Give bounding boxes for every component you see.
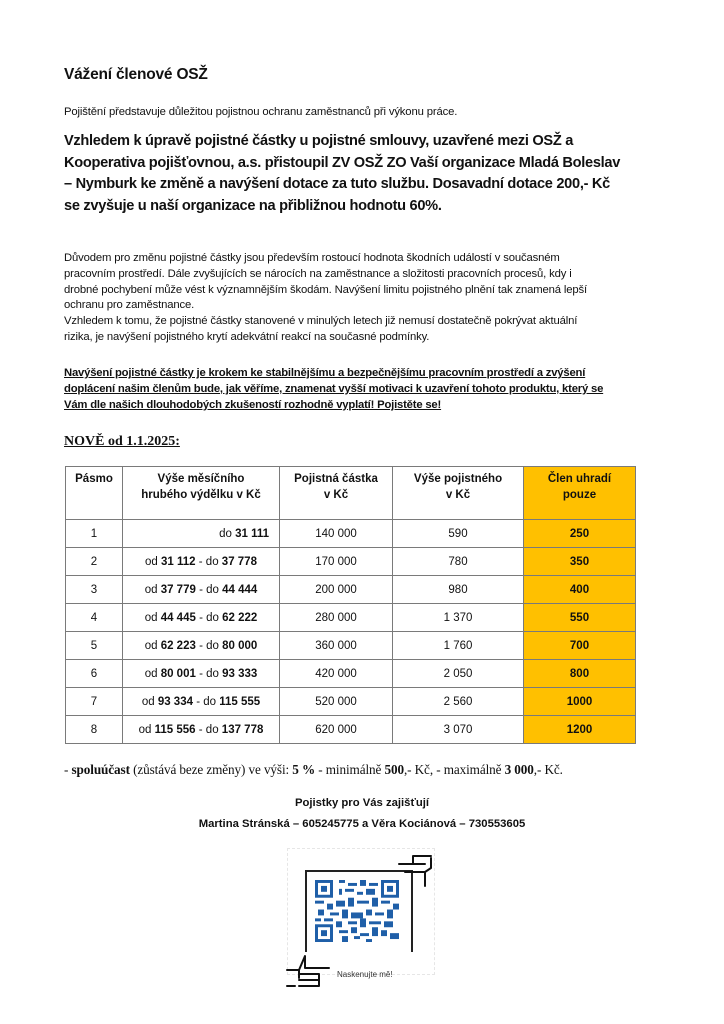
header-sum-insured xyxy=(280,467,393,520)
pointing-hand-icon xyxy=(395,850,435,890)
member-pays-cell: 700 xyxy=(524,632,636,660)
range-label: do xyxy=(206,611,223,624)
qr-caption: Naskenujte mě! xyxy=(337,970,393,979)
range-to: 137 778 xyxy=(221,723,264,736)
intro-text: Pojištění představuje důležitou pojistnou ochranu zaměstnanců při výkonu práce. xyxy=(64,106,458,118)
range-sep: - xyxy=(195,583,207,596)
premium-cell: 2 560 xyxy=(393,688,524,716)
salary-range-cell xyxy=(123,688,280,716)
table-row xyxy=(66,632,636,660)
premium-cell: 1 370 xyxy=(393,604,524,632)
range-from: 93 334 xyxy=(157,695,193,708)
body-line: ochranu pro zaměstnance. xyxy=(64,299,195,312)
range-label: od xyxy=(144,611,161,624)
table-row xyxy=(66,604,636,632)
member-pays-cell: 400 xyxy=(524,576,636,604)
emphasis-line: Vám dle našich dlouhodobých zkušeností rozhodně vyplatí! Pojistěte se! xyxy=(64,398,442,411)
lead-line: Vzhledem k úpravě pojistné částky u pojistné smlouvy, uzavřené mezi OSŽ a xyxy=(64,133,574,149)
member-pays-cell: 550 xyxy=(524,604,636,632)
body-line: Důvodem pro změnu pojistné částky jsou především rostoucí hodnota škodních událostí v současném xyxy=(64,252,560,264)
lead-line: Kooperativa pojišťovnou, a.s. přistoupil ZV OSŽ ZO Vaší organizace Mladá Boleslav xyxy=(64,154,621,171)
copay-min: 500 xyxy=(384,762,404,777)
premium-cell: 2 050 xyxy=(393,660,524,688)
emphasis-line: doplácení našim členům bude, jak věříme, znamenat vyšší motivaci k uzavření tohoto produktu, který se xyxy=(64,382,604,395)
header-premium xyxy=(393,467,524,520)
range-from: 37 779 xyxy=(160,583,196,596)
table-row xyxy=(66,716,636,744)
table-row xyxy=(66,688,636,716)
salary-range-cell xyxy=(123,660,280,688)
lead-line: – Nymburk ke změně a navýšení dotace za tuto službu. Dosavadní dotace 200,- Kč xyxy=(64,176,610,192)
premium-cell: 980 xyxy=(393,576,524,604)
header-text: Pásmo xyxy=(75,473,113,485)
copay-max: 3 000 xyxy=(504,762,534,777)
header-text: Pojistná částka xyxy=(294,473,378,485)
header-text: Výše pojistného xyxy=(413,473,503,485)
range-from: 31 112 xyxy=(161,555,196,568)
lead-paragraph xyxy=(64,131,664,217)
range-label: do xyxy=(219,527,236,540)
range-label: do xyxy=(205,555,222,568)
salary-range-cell xyxy=(123,716,280,744)
range-label: od xyxy=(144,583,161,596)
range-from: 80 001 xyxy=(160,667,196,680)
body-line: pracovním prostředí. Dále zvyšujících se nárocích na zaměstnance a složitosti pracovních procesů, kdy i xyxy=(64,267,572,280)
lead-line: se zvyšuje u naší organizace na přibližnou hodnotu 60%. xyxy=(64,197,442,214)
header-text: v Kč xyxy=(323,489,349,501)
qr-code-icon[interactable] xyxy=(315,880,399,942)
range-label: od xyxy=(145,555,162,568)
greeting-title: Vážení členové OSŽ xyxy=(64,66,208,83)
range-to: 93 333 xyxy=(222,667,258,680)
sum-insured-cell: 140 000 xyxy=(280,520,393,548)
copay-text: (zůstává beze změny) ve výši: xyxy=(129,762,293,777)
band-cell: 1 xyxy=(66,520,123,548)
member-pays-cell: 350 xyxy=(524,548,636,576)
range-label: do xyxy=(205,723,222,736)
range-from: 115 556 xyxy=(154,723,196,736)
range-sep: - xyxy=(195,723,206,736)
range-label: do xyxy=(206,667,223,680)
band-cell: 3 xyxy=(66,576,123,604)
member-pays-cell: 250 xyxy=(524,520,636,548)
copay-percent: 5 % xyxy=(292,762,316,777)
range-sep: - xyxy=(195,555,206,568)
insurance-rates-table xyxy=(65,466,636,744)
band-cell: 2 xyxy=(66,548,123,576)
range-to: 62 222 xyxy=(222,611,258,624)
range-from: 62 223 xyxy=(160,639,196,652)
header-salary xyxy=(123,467,280,520)
range-to: 115 555 xyxy=(219,695,261,708)
range-label: do xyxy=(206,639,223,652)
band-cell: 8 xyxy=(66,716,123,744)
band-cell: 4 xyxy=(66,604,123,632)
body-line: drobné pochybení může vést k významnějším škodám. Navýšení limitu pojistného plnění tak znamená lepší xyxy=(64,283,587,296)
emphasis-line: Navýšení pojistné částky je krokem ke stabilnějšímu a bezpečnějšímu pracovním prostředí a zvýšení xyxy=(64,367,586,379)
band-cell: 6 xyxy=(66,660,123,688)
range-to: 37 778 xyxy=(221,555,257,568)
range-label: od xyxy=(138,723,155,736)
copay-text: ,- Kč, - maximálně xyxy=(403,762,505,777)
member-pays-cell: 1000 xyxy=(524,688,636,716)
member-pays-cell: 1200 xyxy=(524,716,636,744)
sum-insured-cell: 360 000 xyxy=(280,632,393,660)
range-to: 44 444 xyxy=(222,583,258,596)
table-header-row xyxy=(66,467,636,520)
contact-names: Martina Stránská – 605245775 a Věra Kociánová – 730553605 xyxy=(198,818,526,830)
copay-term: spoluúčast xyxy=(71,762,130,777)
salary-range-cell xyxy=(123,632,280,660)
salary-range-cell xyxy=(123,520,280,548)
sum-insured-cell: 200 000 xyxy=(280,576,393,604)
sum-insured-cell: 170 000 xyxy=(280,548,393,576)
header-text: Výše měsíčního xyxy=(157,473,245,485)
table-row xyxy=(66,520,636,548)
contact-heading: Pojistky pro Vás zajišťují xyxy=(294,797,430,809)
range-to: 80 000 xyxy=(222,639,258,652)
range-sep: - xyxy=(195,667,207,680)
member-pays-cell: 800 xyxy=(524,660,636,688)
range-label: od xyxy=(144,667,161,680)
emphasis-paragraph xyxy=(64,366,674,413)
copay-prefix: - xyxy=(64,762,72,777)
range-label: od xyxy=(144,639,161,652)
range-from: 44 445 xyxy=(160,611,196,624)
header-text: pouze xyxy=(562,489,597,501)
range-sep: - xyxy=(193,695,204,708)
salary-range-cell xyxy=(123,604,280,632)
new-rates-heading: NOVĚ od 1.1.2025: xyxy=(64,434,180,449)
salary-range-cell xyxy=(123,576,280,604)
sum-insured-cell: 620 000 xyxy=(280,716,393,744)
salary-range-cell xyxy=(123,548,280,576)
header-text: Člen uhradí xyxy=(547,473,612,485)
sum-insured-cell: 280 000 xyxy=(280,604,393,632)
range-sep: - xyxy=(195,611,207,624)
header-member-pays xyxy=(524,467,636,520)
header-band xyxy=(66,467,123,520)
table-row xyxy=(66,576,636,604)
copay-note xyxy=(64,762,563,778)
pointing-hand-icon xyxy=(285,948,337,988)
reason-paragraph xyxy=(64,251,674,346)
body-line: rizika, je navýšení pojistného krytí adekvátní reakcí na současné podmínky. xyxy=(64,330,430,343)
band-cell: 7 xyxy=(66,688,123,716)
premium-cell: 780 xyxy=(393,548,524,576)
copay-text: ,- Kč. xyxy=(533,762,563,777)
table-row xyxy=(66,660,636,688)
premium-cell: 3 070 xyxy=(393,716,524,744)
table-row xyxy=(66,548,636,576)
premium-cell: 1 760 xyxy=(393,632,524,660)
copay-text: - minimálně xyxy=(315,762,385,777)
header-text: hrubého výdělku v Kč xyxy=(141,489,261,501)
range-label: do xyxy=(203,695,220,708)
range-to: 31 111 xyxy=(235,527,269,540)
body-line: Vzhledem k tomu, že pojistné částky stanovené v minulých letech již nemusí dostatečně pokrývat aktuální xyxy=(64,315,578,328)
header-text: v Kč xyxy=(445,489,471,501)
sum-insured-cell: 520 000 xyxy=(280,688,393,716)
range-label: od xyxy=(141,695,158,708)
range-label: do xyxy=(206,583,223,596)
band-cell: 5 xyxy=(66,632,123,660)
sum-insured-cell: 420 000 xyxy=(280,660,393,688)
range-sep: - xyxy=(195,639,207,652)
premium-cell: 590 xyxy=(393,520,524,548)
